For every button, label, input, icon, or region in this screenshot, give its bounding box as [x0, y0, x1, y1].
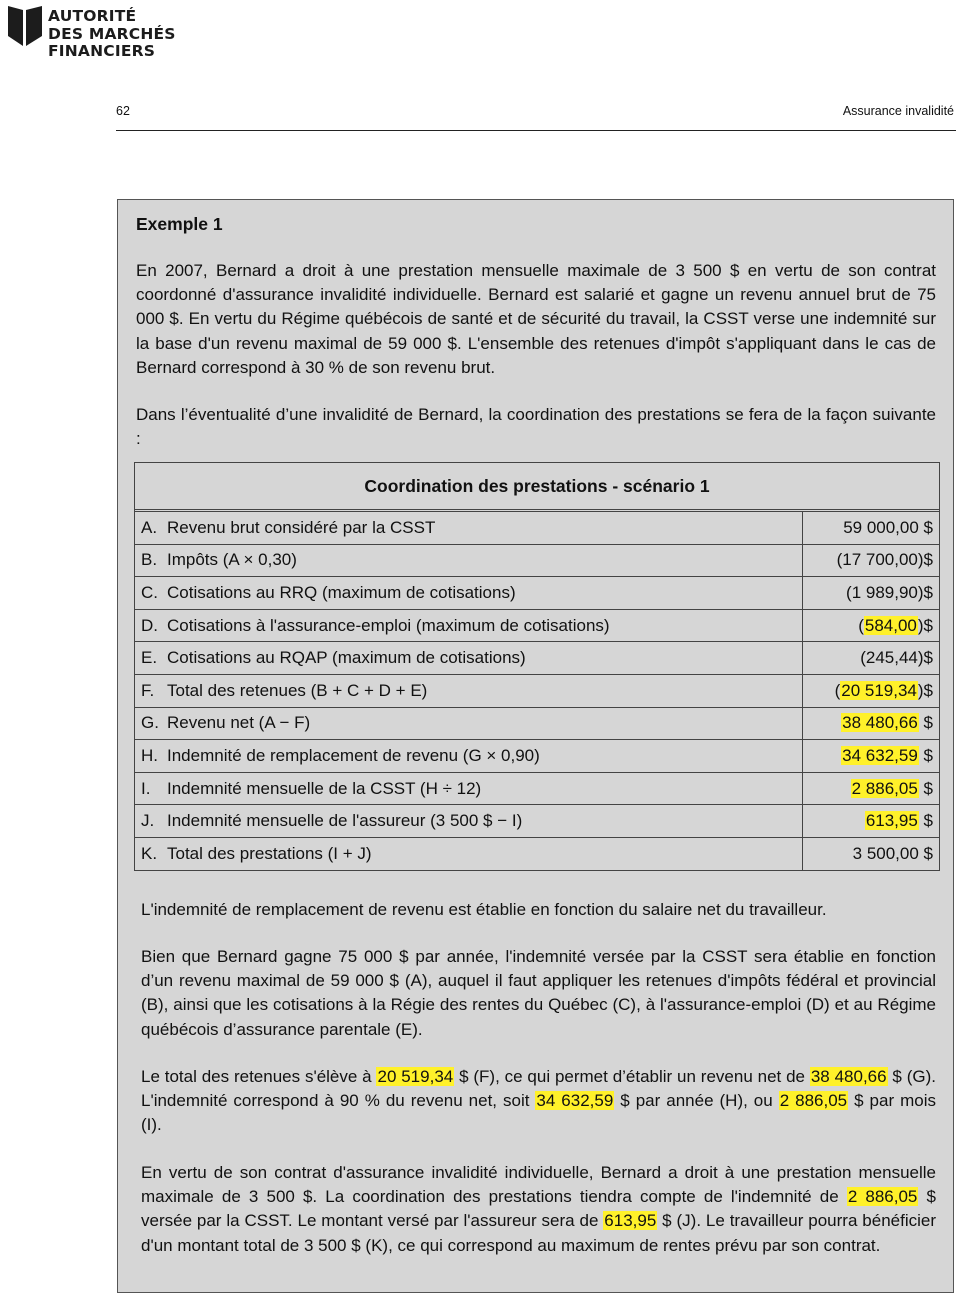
highlighted-amount: 2 886,05 — [851, 778, 918, 798]
row-value — [803, 707, 940, 740]
highlighted-amount: 2 886,05 — [779, 1091, 848, 1111]
table-row — [135, 772, 940, 805]
row-value-text: (1 989,90)$ — [846, 582, 933, 602]
table-row — [135, 512, 940, 545]
highlighted-amount: 38 480,66 — [810, 1067, 887, 1086]
row-label-text: Cotisations à l'assurance-emploi (maximum de cotisations) — [167, 615, 610, 635]
row-label-text: Cotisations au RRQ (maximum de cotisations) — [167, 582, 516, 602]
row-letter: C. — [141, 582, 158, 602]
deductions-summary-paragraph — [141, 1065, 936, 1138]
row-value — [803, 609, 940, 642]
row-letter: I. — [141, 778, 151, 798]
row-label — [135, 740, 803, 773]
row-label-text: Cotisations au RQAP (maximum de cotisations) — [167, 648, 526, 668]
row-value — [803, 512, 940, 545]
row-label-text: Revenu brut considéré par la CSST — [167, 517, 436, 537]
highlighted-amount: 38 480,66 — [842, 713, 918, 733]
row-value-text: (245,44)$ — [860, 648, 933, 668]
row-label — [135, 577, 803, 610]
row-label-text: Indemnité mensuelle de la CSST (H ÷ 12) — [167, 778, 482, 798]
text-segment: $ par année (H), ou — [614, 1091, 779, 1111]
section-title: Assurance invalidité — [842, 104, 954, 118]
value-suffix: )$ — [917, 680, 933, 700]
value-prefix: ( — [834, 680, 841, 700]
highlighted-amount: 2 886,05 — [847, 1187, 918, 1207]
row-value — [803, 740, 940, 773]
row-label — [135, 544, 803, 577]
row-label — [135, 512, 803, 545]
row-letter: B. — [141, 550, 158, 570]
text-segment: Le total des retenues s'élève à — [141, 1067, 377, 1086]
insurer-payment-paragraph — [141, 1161, 936, 1258]
text-segment: $ (J). Le travailleur pourra bénéficier d'un montant total de 3 500 $ (K), ce qui correspond au maximum de rentes prévu par son contrat. — [141, 1211, 937, 1255]
value-suffix: )$ — [917, 615, 933, 635]
table-title: Coordination des prestations - scénario 1 — [135, 463, 940, 510]
maximum-income-paragraph: Bien que Bernard gagne 75 000 $ par année, l'indemnité versée par la CSST sera établie en fonction d’un revenu maximal de 59 000 $ (A), auquel il faut appliquer les retenues d'impôts fédéral et provincial (B), ainsi que les cotisations à la Régie des rentes du Québec (C), à l'assurance-emploi (D) et au Régime québécois d’assurance parentale (E). — [141, 947, 936, 1039]
row-letter: J. — [141, 811, 155, 831]
row-value-text: 3 500,00 $ — [852, 843, 933, 863]
table-row — [135, 707, 940, 740]
text-segment: $ versée par la CSST. Le montant versé par l'assureur sera de — [141, 1187, 936, 1231]
highlighted-amount: 584,00 — [864, 615, 917, 635]
row-letter: D. — [141, 615, 158, 635]
text-segment: $ (F), ce qui permet d’établir un revenu net de — [454, 1067, 810, 1086]
table-header-row — [135, 463, 940, 510]
row-value — [803, 577, 940, 610]
table-row — [135, 805, 940, 838]
row-label — [135, 772, 803, 805]
row-label — [135, 707, 803, 740]
value-prefix: ( — [858, 615, 864, 635]
row-value — [803, 544, 940, 577]
row-label — [135, 609, 803, 642]
table-row — [135, 674, 940, 707]
row-label — [135, 805, 803, 838]
row-label-text: Total des retenues (B + C + D + E) — [167, 680, 428, 700]
table-body — [135, 512, 940, 871]
logo-line-1: AUTORITÉ — [48, 7, 137, 25]
highlighted-amount: 20 519,34 — [841, 680, 917, 700]
coordination-table — [134, 462, 940, 871]
table-row — [135, 642, 940, 675]
row-label — [135, 837, 803, 870]
header-divider — [116, 130, 956, 131]
row-label-text: Indemnité mensuelle de l'assureur (3 500 $ − I) — [167, 811, 523, 831]
row-letter: F. — [141, 680, 155, 700]
table-row — [135, 609, 940, 642]
row-label-text: Impôts (A × 0,30) — [167, 550, 297, 570]
row-value-text: 59 000,00 $ — [843, 517, 933, 537]
intro-paragraph: En 2007, Bernard a droit à une prestation mensuelle maximale de 3 500 $ en vertu de son contrat coordonné d'assurance invalidité individuelle. Bernard est salarié et gagne un revenu annuel brut de 75 000 $. En vertu du Régime québécois de santé et de sécurité du travail, la CSST verse une indemnité sur la base d'un revenu maximal de 59 000 $. L'ensemble des retenues d'impôt s'appliquant dans le cas de Bernard correspond à 30 % de son revenu brut. — [136, 261, 936, 377]
row-label-text: Revenu net (A − F) — [167, 713, 311, 733]
value-suffix: $ — [918, 811, 933, 831]
text-segment: $ (G). L'indemnité correspond à 90 % du revenu net, soit — [141, 1067, 936, 1111]
amf-logo — [8, 6, 176, 61]
value-suffix: $ — [918, 713, 933, 733]
value-suffix: $ — [918, 778, 933, 798]
row-letter: K. — [141, 843, 158, 863]
highlighted-amount: 34 632,59 — [842, 745, 918, 765]
page-number: 62 — [116, 104, 130, 118]
highlighted-amount: 613,95 — [604, 1211, 657, 1231]
row-label — [135, 674, 803, 707]
logo-text — [48, 8, 176, 61]
row-value — [803, 805, 940, 838]
table-row — [135, 837, 940, 870]
row-value-text: (17 700,00)$ — [836, 550, 933, 570]
text-segment: $ par mois (I). — [141, 1091, 936, 1135]
row-letter: H. — [141, 745, 158, 765]
row-label — [135, 642, 803, 675]
logo-line-3: FINANCIERS — [48, 42, 156, 60]
highlighted-amount: 613,95 — [865, 811, 918, 831]
row-value — [803, 674, 940, 707]
row-label-text: Indemnité de remplacement de revenu (G × 0,90) — [167, 745, 540, 765]
row-letter: G. — [141, 713, 159, 733]
text-segment: En vertu de son contrat d'assurance invalidité individuelle, Bernard a droit à une prestation mensuelle maximale de 3 500 $. La coordination des prestations tiendra compte de l'indemnité de — [141, 1163, 936, 1207]
highlighted-amount: 34 632,59 — [536, 1091, 614, 1111]
row-value — [803, 642, 940, 675]
net-salary-paragraph: L'indemnité de remplacement de revenu est établie en fonction du salaire net du travailleur. — [141, 900, 827, 919]
table-row — [135, 577, 940, 610]
highlighted-amount: 20 519,34 — [377, 1067, 454, 1086]
table-row — [135, 740, 940, 773]
amf-logo-mark-icon — [8, 6, 42, 48]
example-title: Exemple 1 — [136, 214, 223, 234]
row-value — [803, 837, 940, 870]
value-suffix: $ — [918, 745, 933, 765]
row-letter: E. — [141, 648, 158, 668]
row-letter: A. — [141, 517, 158, 537]
coordination-intro-paragraph: Dans l’éventualité d’une invalidité de Bernard, la coordination des prestations se fera de la façon suivante : — [136, 405, 936, 449]
row-label-text: Total des prestations (I + J) — [167, 843, 372, 863]
page-header — [116, 104, 954, 118]
row-value — [803, 772, 940, 805]
example-box — [117, 199, 954, 1293]
logo-line-2: DES MARCHÉS — [48, 24, 176, 43]
table-row — [135, 544, 940, 577]
